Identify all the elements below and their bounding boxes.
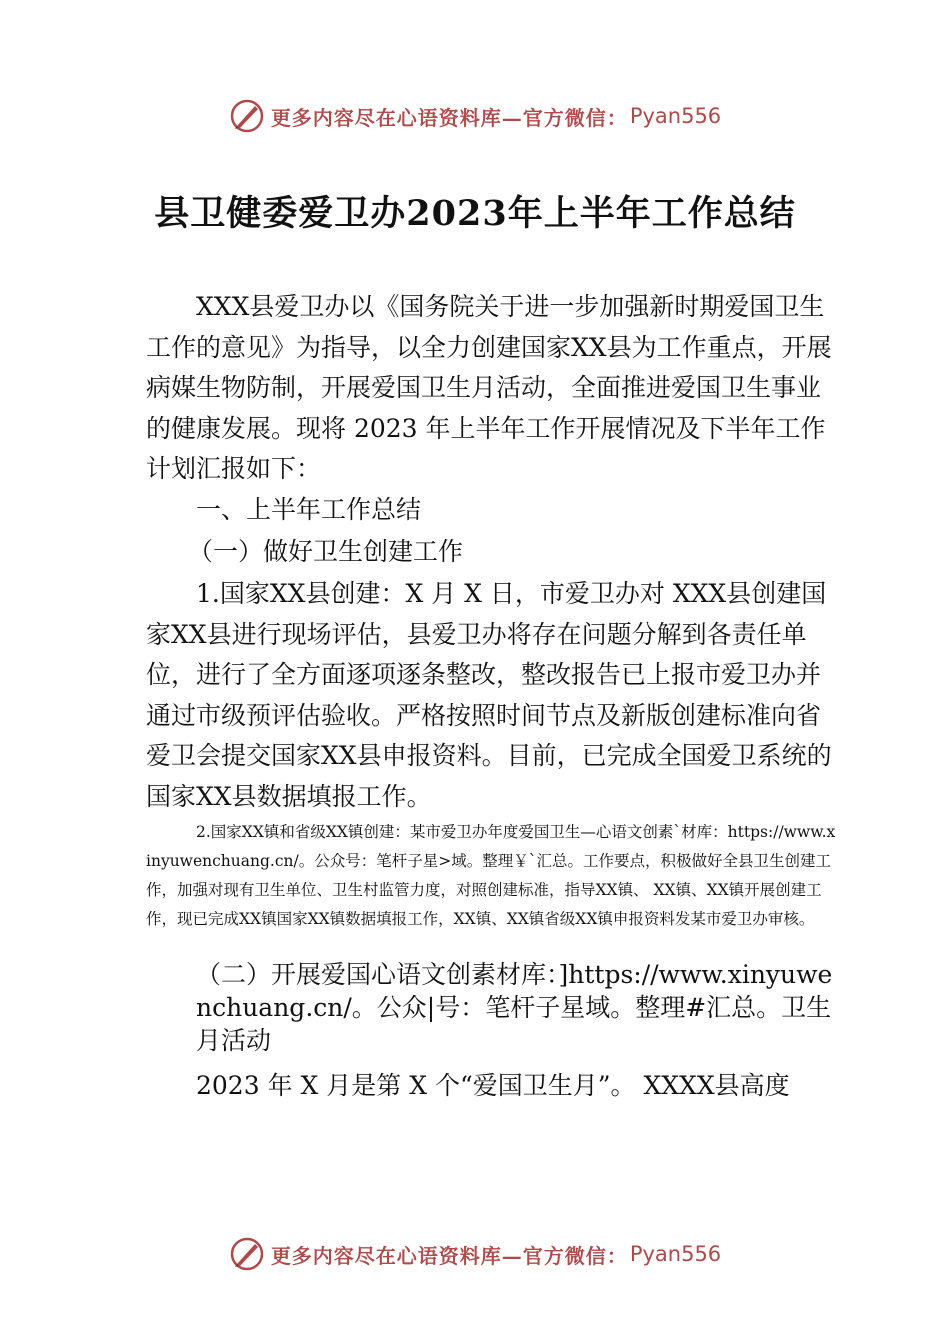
watermark-wechat-id: Pyan556	[629, 104, 722, 128]
subsection-heading-2: （二）开展爱国心语文创素材库：]https://www.xinyuwenchuang.cn/。公众|号：笔杆子星域。整理#汇总。卫生月活动	[196, 960, 833, 1055]
document-title: 县卫健委爱卫办2023年上半年工作总结	[154, 193, 796, 234]
item-3-paragraph: 2023 年 X 月是第 X 个“爱国卫生月”。 XXXX县高度	[196, 1071, 790, 1100]
watermark-text: 更多内容尽在心语资料库—官方微信：	[270, 1243, 628, 1268]
watermark-text: 更多内容尽在心语资料库—官方微信：	[270, 105, 628, 130]
pen-logo-icon	[229, 1236, 265, 1272]
item-1-paragraph: 1.国家XX县创建：X 月 X 日，市爱卫办对 XXX县创建国家XX县进行现场评估，县爱卫办将存在问题分解到各责任单位，进行了全方面逐项逐条整改，整改报告已上报市爱卫办并通过市级预评估验收。严格按照时间节点及新版创建标准向省爱卫会提交国家XX县申报资料。目前，已完成全国爱卫系统的国家XX县数据填报工作。	[146, 579, 832, 811]
watermark-wechat-id: Pyan556	[629, 1242, 722, 1266]
section-heading-1: 一、上半年工作总结	[196, 495, 422, 524]
intro-paragraph: XXX县爱卫办以《国务院关于进一步加强新时期爱国卫生工作的意见》为指导，以全力创建国家XX县为工作重点，开展病媒生物防制，开展爱国卫生月活动，全面推进爱国卫生事业的健康发展。现将 2023 年上半年工作开展情况及下半年工作计划汇报如下：	[146, 292, 832, 483]
watermark-header	[0, 96, 950, 136]
watermark-footer	[0, 1234, 950, 1274]
item-2-paragraph: 2.国家XX镇和省级XX镇创建：某市爱卫办年度爱国卫生—心语文创素`材库：https://www.xinyuwenchuang.cn/。公众号：笔杆子星>域。整理￥`汇总。工作要点，积极做好全县卫生创建工作，加强对现有卫生单位、卫生村监管力度，对照创建标准，指导XX镇、 XX镇、XX镇开展创建工作，现已完成XX镇国家XX镇数据填报工作，XX镇、XX镇省级XX镇申报资料发某市爱卫办审核。	[146, 823, 836, 928]
pen-logo-icon	[229, 98, 265, 134]
subsection-heading-1: （一）做好卫生创建工作	[188, 537, 464, 566]
